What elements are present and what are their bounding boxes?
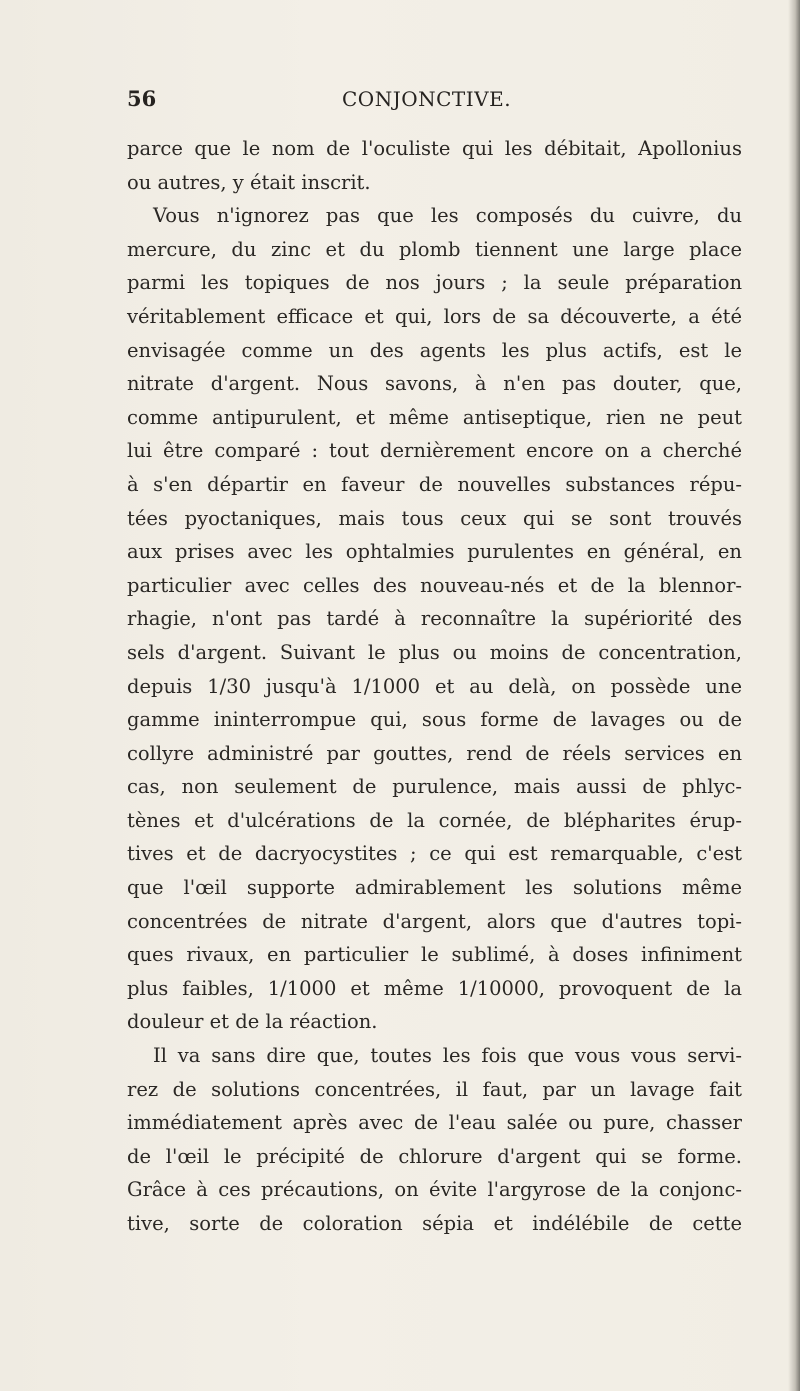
text-line: parmi les topiques de nos jours ; la seule préparation xyxy=(127,271,742,295)
page-number: 56 xyxy=(127,86,157,111)
text-line: plus faibles, 1/1000 et même 1/10000, provoquent de la xyxy=(127,976,742,1000)
page-header xyxy=(127,86,742,116)
text-line: que l'œil supporte admirablement les solutions même xyxy=(127,876,742,900)
text-line: sels d'argent. Suivant le plus ou moins de concentration, xyxy=(127,640,742,664)
running-title: CONJONCTIVE. xyxy=(342,87,512,111)
text-line: gamme ininterrompue qui, sous forme de lavages ou de xyxy=(127,708,742,732)
text-line: douleur et de la réaction. xyxy=(127,1010,378,1034)
text-line: rhagie, n'ont pas tardé à reconnaître la supériorité des xyxy=(127,607,742,631)
text-line: envisagée comme un des agents les plus actifs, est le xyxy=(127,338,742,362)
text-line: Vous n'ignorez pas que les composés du cuivre, du xyxy=(153,204,742,228)
text-line: ou autres, y était inscrit. xyxy=(127,170,371,194)
page-edge-shadow xyxy=(788,0,800,1391)
text-line: collyre administré par gouttes, rend de réels services en xyxy=(127,741,742,765)
text-line: cas, non seulement de purulence, mais aussi de phlyc- xyxy=(127,775,742,799)
text-line: particulier avec celles des nouveau-nés et de la blennor- xyxy=(127,573,742,597)
text-line: à s'en départir en faveur de nouvelles substances répu- xyxy=(127,472,742,496)
text-line: de l'œil le précipité de chlorure d'argent qui se forme. xyxy=(127,1144,742,1168)
text-line: nitrate d'argent. Nous savons, à n'en pas douter, que, xyxy=(127,372,742,396)
text-line: aux prises avec les ophtalmies purulentes en général, en xyxy=(127,540,742,564)
text-line: tènes et d'ulcérations de la cornée, de blépharites érup- xyxy=(127,808,742,832)
text-line: Il va sans dire que, toutes les fois que vous vous servi- xyxy=(153,1044,742,1068)
text-line: comme antipurulent, et même antiseptique, rien ne peut xyxy=(127,405,742,429)
text-line: parce que le nom de l'oculiste qui les débitait, Apollonius xyxy=(127,137,742,160)
text-line: Grâce à ces précautions, on évite l'argyrose de la conjonc- xyxy=(127,1178,742,1202)
body-text xyxy=(127,132,742,1241)
text-line: mercure, du zinc et du plomb tiennent une large place xyxy=(127,237,742,261)
text-line: ques rivaux, en particulier le sublimé, à doses infiniment xyxy=(127,943,742,967)
text-line: depuis 1/30 jusqu'à 1/1000 et au delà, on possède une xyxy=(127,674,742,698)
text-line: immédiatement après avec de l'eau salée ou pure, chasser xyxy=(127,1111,742,1135)
text-line: tives et de dacryocystites ; ce qui est remarquable, c'est xyxy=(127,842,742,866)
text-line: rez de solutions concentrées, il faut, par un lavage fait xyxy=(127,1077,742,1101)
text-line: tées pyoctaniques, mais tous ceux qui se sont trouvés xyxy=(127,506,742,530)
text-line: concentrées de nitrate d'argent, alors que d'autres topi- xyxy=(127,909,742,933)
text-line: tive, sorte de coloration sépia et indélébile de cette xyxy=(127,1212,742,1235)
text-line: lui être comparé : tout dernièrement encore on a cherché xyxy=(127,439,742,463)
text-line: véritablement efficace et qui, lors de sa découverte, a été xyxy=(127,304,742,328)
